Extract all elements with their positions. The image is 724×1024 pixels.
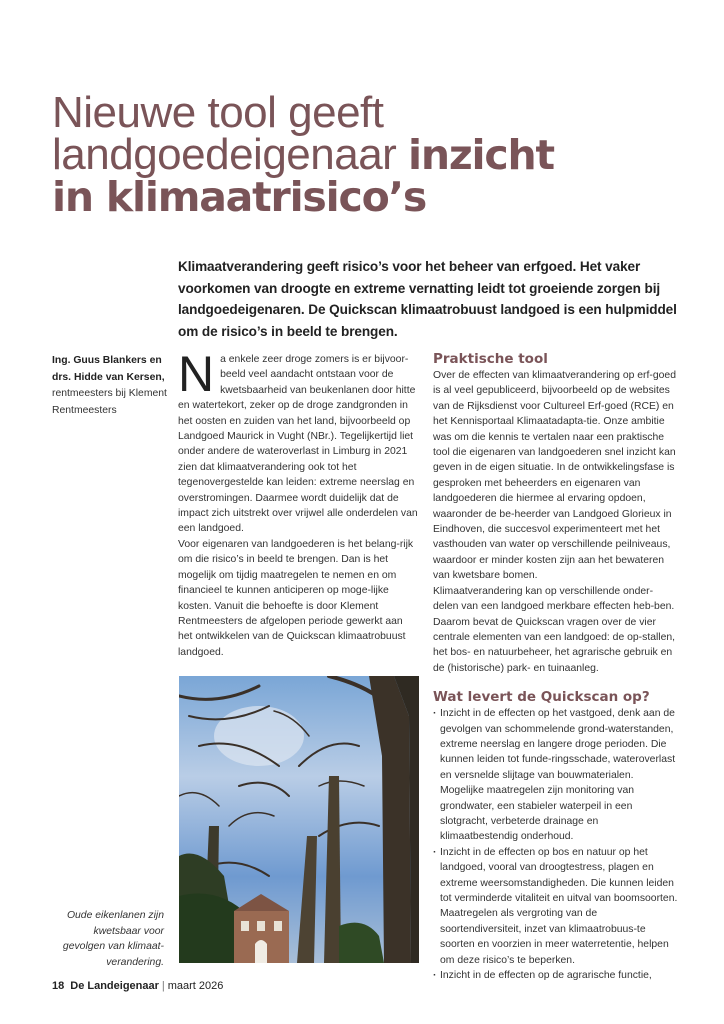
title-line-1: Nieuwe tool geeft	[52, 88, 384, 137]
bullet-item: · Inzicht in de effecten op het vastgoed, denk aan de gevolgen van schommelende grond-waterstanden, extreme neerslag en langere droge perioden. Die kunnen leiden tot funde-ringsschade, wateroverlast en versnelde slijtage van bouwmaterialen. Mogelijke maatregelen zijn monitoring van grondwater, een stabieler waterpeil in een slotgracht, verbeterde drainage en klimaatbestendig onderhoud.	[433, 706, 678, 845]
lead-paragraph: Klimaatverandering geeft risico’s voor het beheer van erfgoed. Het vaker voorkomen van droogte en extreme vernatting leidt tot groeiende zorgen bij landgoedeigenaren. De Quickscan klimaatrobuust landgoed is een hulpmiddel om de risico’s in beeld te brengen.	[178, 259, 677, 339]
title-line-3: in klimaatrisico’s	[52, 173, 427, 221]
column-2-paragraph-2: Klimaatverandering kan op verschillende onder-delen van een landgoed merkbare effecten heb-ben. Daarom bevat de Quickscan vragen over de vier centrale elementen van een landgoed: de op-stallen, het bos- en natuurbeheer, het agrarische gebruik en de (historische) park- en tuinaanleg.	[433, 585, 676, 674]
heading-praktische-tool: Praktische tool	[433, 351, 548, 367]
drop-cap: N	[178, 346, 215, 402]
byline	[52, 353, 172, 419]
heading-wat-levert: Wat levert de Quickscan op?	[433, 689, 650, 706]
byline-role: rentmeesters bij Klement Rentmeesters	[52, 388, 167, 416]
page-footer	[52, 980, 223, 992]
title-line-2-light: landgoedeigenaar	[52, 130, 409, 179]
oak-trees-illustration	[179, 676, 419, 963]
column-1	[178, 346, 420, 660]
column-1-paragraph-1: a enkele zeer droge zomers is er bijvoor-beeld veel aandacht ontstaan voor de kwetsbaarheid van beukenlanen door hitte en watertekort, zeker op de droge zandgronden in het oosten en zuiden van het land, bijvoorbeeld op Landgoed Maurick in Vught (NBr.). Tegelijkertijd liet onder andere de wateroverlast in Limburg in 2021 zien dat klimaatverandering ook tot het tegenovergestelde kan leiden: extreme neerslag en overstromingen. Daarmee wordt duidelijk dat de impact zich uitstrekt over vrijwel alle onderdelen van een landgoed.	[178, 354, 418, 535]
photo-oak-avenue	[179, 676, 419, 963]
byline-authors: Ing. Guus Blankers en drs. Hidde van Kersen,	[52, 355, 165, 383]
column-2	[433, 350, 678, 983]
title-line-2-bold: inzicht	[408, 131, 554, 179]
issue-date: maart 2026	[167, 980, 224, 992]
column-1-paragraph-2: Voor eigenaren van landgoederen is het belang-rijk om die risico’s in beeld te brengen. Dan is het mogelijk om tijdig maatregelen te nemen en om financieel te kunnen anticiperen op moge-lijke kosten. Vanuit die behoefte is door Klement Rentmeesters de afgelopen periode gewerkt aan het ontwikkelen van de Quickscan klimaatrobuust landgoed.	[178, 538, 414, 658]
page-number: 18	[52, 980, 65, 992]
photo-caption: Oude eikenlanen zijn kwetsbaar voor gevolgen van klimaat-verandering.	[62, 910, 164, 968]
bullet-item: · Inzicht in de effecten op bos en natuur op het landgoed, vooral van droogtestress, plagen en extreme weersomstandigheden. Die kunnen leiden tot verminderde vitaliteit en uitval van boomsoorten. Maatregelen als vergroting van de soortendiversiteit, inzet van klimaatrobuus-te soorten en voorzien in meer waterretentie, helpen om deze risico’s te beperken.	[433, 845, 678, 968]
magazine-name: De Landeigenaar	[70, 980, 159, 992]
bullet-list	[433, 706, 678, 983]
column-2-paragraph-1: Over de effecten van klimaatverandering op erf-goed is al veel gepubliceerd, bijvoorbeeld op de websites van de Rijksdienst voor Cultureel Erf-goed (RCE) en het Kennisportaal Klimaatadapta-tie. Onze ambitie was om die kennis te vertalen naar een praktische tool die eigenaren van landgoederen snel inzicht kan geven in de eigen situatie. In de ontwikkelingsfase is gesproken met beheerders en eigenaren van landgoederen die hiermee al ervaring opdoen, waaronder de be-heerder van Landgoed Glorieux in Eindhoven, die succesvol experimenteert met het vasthouden van water op verschillende peilniveaus, waardoor er minder kosten zijn aan het bewateren van kwetsbare bomen.	[433, 370, 676, 582]
bullet-item: · Inzicht in de effecten op de agrarische functie,	[433, 968, 678, 983]
footer-separator: |	[161, 980, 165, 992]
article-title	[52, 88, 672, 221]
